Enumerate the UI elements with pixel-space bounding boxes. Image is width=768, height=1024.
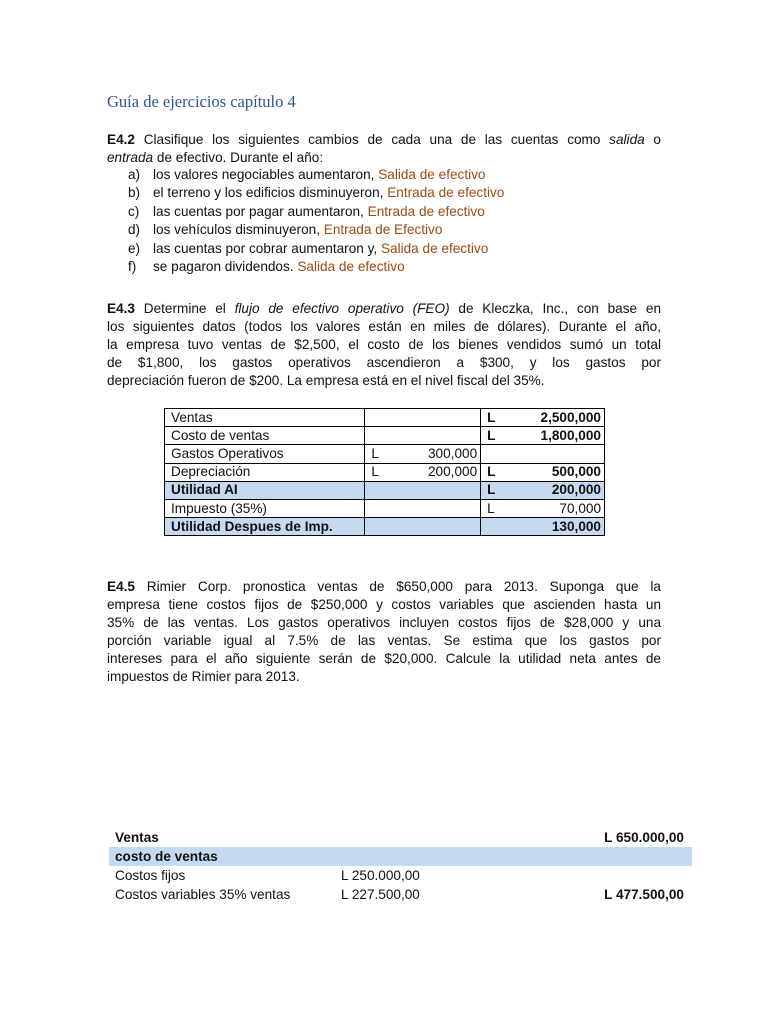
item-text: el terreno y los edificios disminuyeron, xyxy=(153,185,388,201)
mid-cell xyxy=(365,499,481,517)
e42-salida-term: salida xyxy=(609,132,645,147)
item-text: los vehículos disminuyeron, xyxy=(153,222,324,238)
row-label: Gastos Operativos xyxy=(165,445,365,463)
ventas-value: L 650.000,00 xyxy=(604,830,684,845)
empty-cell xyxy=(331,847,487,866)
table-row xyxy=(109,847,692,866)
right-amount: 200,000 xyxy=(551,482,601,498)
table-row xyxy=(165,463,605,481)
right-amount: 130,000 xyxy=(551,518,601,534)
e42-item xyxy=(107,258,504,276)
item-answer: Entrada de efectivo xyxy=(387,185,505,201)
e43-feo-term: flujo de efectivo operativo (FEO) xyxy=(234,301,450,316)
row-label: Costo de ventas xyxy=(165,427,365,445)
right-cell xyxy=(481,463,605,481)
item-letter: f) xyxy=(128,259,137,275)
e45-code: E4.5 xyxy=(107,579,135,594)
e42-intro-line-1 xyxy=(107,131,661,149)
e43-text: de Kleczka, Inc., con base en xyxy=(449,301,662,316)
right-currency: L xyxy=(487,500,495,516)
right-cell xyxy=(481,445,605,463)
row-label: Depreciación xyxy=(165,463,365,481)
empty-cell xyxy=(331,828,487,847)
right-currency: L xyxy=(487,427,496,443)
mid-cell xyxy=(365,518,481,536)
row-label: Utilidad AI xyxy=(165,481,365,499)
e45-text: Rimier Corp. pronostica ventas de $650,000 para 2013. Suponga que la xyxy=(134,579,661,594)
e43-line-2: los siguientes datos (todos los valores están en miles de dólares). Durante el año, xyxy=(107,319,661,334)
mid-currency: L xyxy=(371,464,379,480)
row-label: Impuesto (35%) xyxy=(165,499,365,517)
item-letter: d) xyxy=(128,222,141,238)
mid-cell xyxy=(365,409,481,427)
item-answer: Entrada de efectivo xyxy=(367,203,485,219)
table-row xyxy=(109,828,692,847)
e42-intro-part-3: de efectivo. Durante el año: xyxy=(153,150,324,165)
costos-variables-total: L 477.500,00 xyxy=(604,887,684,902)
item-text: las cuentas por cobrar aumentaron y, xyxy=(153,240,381,256)
empty-cell xyxy=(487,847,692,866)
table-row xyxy=(109,866,692,885)
e42-entrada-term: entrada xyxy=(107,150,154,165)
right-cell xyxy=(481,518,605,536)
e42-item xyxy=(107,184,504,202)
item-letter: b) xyxy=(128,185,141,201)
table-row xyxy=(165,409,605,427)
right-cell xyxy=(481,481,605,499)
table-row xyxy=(109,885,692,904)
right-cell xyxy=(481,499,605,517)
e45-income-table xyxy=(109,828,692,904)
e43-line-1 xyxy=(107,300,661,318)
item-answer: Salida de efectivo xyxy=(380,240,489,256)
right-amount: 500,000 xyxy=(551,464,601,480)
item-letter: c) xyxy=(128,203,140,219)
table-row xyxy=(165,481,605,499)
right-currency: L xyxy=(487,409,496,425)
item-answer: Salida de efectivo xyxy=(378,167,486,182)
costos-fijos-label: Costos fijos xyxy=(115,868,186,883)
right-amount: 1,800,000 xyxy=(540,427,601,443)
e42-item xyxy=(107,166,504,184)
item-letter: a) xyxy=(128,167,141,182)
row-label: Ventas xyxy=(165,409,365,427)
e42-item-list xyxy=(107,166,504,276)
empty-cell xyxy=(487,866,692,885)
right-currency: L xyxy=(487,482,496,498)
ventas-label: Ventas xyxy=(115,830,159,845)
mid-amount: 200,000 xyxy=(428,464,478,480)
e43-income-table xyxy=(164,408,605,536)
mid-amount: 300,000 xyxy=(428,445,478,461)
e42-intro-part-2: o xyxy=(644,132,661,147)
table-row xyxy=(165,518,605,536)
e42-code: E4.2 xyxy=(107,132,135,147)
item-answer: Entrada de Efectivo xyxy=(323,222,443,238)
e42-item xyxy=(107,203,504,221)
table-row xyxy=(165,499,605,517)
right-amount: 70,000 xyxy=(559,500,601,516)
costos-fijos-value: L 250.000,00 xyxy=(341,868,420,883)
right-currency: L xyxy=(487,464,496,480)
right-amount: 2,500,000 xyxy=(540,409,601,425)
row-label: Utilidad Despues de Imp. xyxy=(165,518,365,536)
e43-line-4: de $1,800, los gastos operativos ascendieron a $300, y los gastos por xyxy=(107,355,661,370)
table-row xyxy=(165,427,605,445)
item-text: las cuentas por pagar aumentaron, xyxy=(153,203,368,219)
mid-cell xyxy=(365,481,481,499)
item-answer: Salida de efectivo xyxy=(297,259,405,275)
mid-currency: L xyxy=(371,445,379,461)
right-cell xyxy=(481,409,605,427)
e42-item xyxy=(107,221,504,239)
item-text: los valores negociables aumentaron, xyxy=(153,167,379,182)
e43-code: E4.3 xyxy=(107,301,135,316)
e45-line-2: empresa tiene costos fijos de $250,000 y costos variables que ascienden hasta un xyxy=(107,597,661,612)
e43-line-5: depreciación fueron de $200. La empresa está en el nivel fiscal del 35%. xyxy=(107,373,545,388)
costo-ventas-label: costo de ventas xyxy=(109,847,331,866)
mid-cell xyxy=(365,445,481,463)
e45-line-5: intereses para el año siguiente serán de $20,000. Calcule la utilidad neta antes de xyxy=(107,651,661,666)
item-text: se pagaron dividendos. xyxy=(153,259,298,275)
e43-line-3: la empresa tuvo ventas de $2,500, el costo de los bienes vendidos sumó un total xyxy=(107,337,661,352)
e45-line-4: porción variable igual al 7.5% de las ventas. Se estima que los gastos por xyxy=(107,633,661,648)
table-row xyxy=(165,445,605,463)
e45-line-3: 35% de las ventas. Los gastos operativos incluyen costos fijos de $28,000 y una xyxy=(107,615,661,630)
e42-intro-line-2 xyxy=(107,149,661,167)
page-title: Guía de ejercicios capítulo 4 xyxy=(107,92,296,111)
right-cell xyxy=(481,427,605,445)
item-letter: e) xyxy=(128,240,141,256)
e45-line-1 xyxy=(107,578,661,596)
costos-variables-label: Costos variables 35% ventas xyxy=(115,887,291,902)
e42-intro-part-1: Clasifique los siguientes cambios de cada una de las cuentas como xyxy=(134,132,610,147)
e43-text: Determine el xyxy=(134,301,235,316)
mid-cell xyxy=(365,463,481,481)
e45-line-6: impuestos de Rimier para 2013. xyxy=(107,669,300,684)
e42-item xyxy=(107,240,504,258)
costos-variables-value: L 227.500,00 xyxy=(341,887,420,902)
mid-cell xyxy=(365,427,481,445)
